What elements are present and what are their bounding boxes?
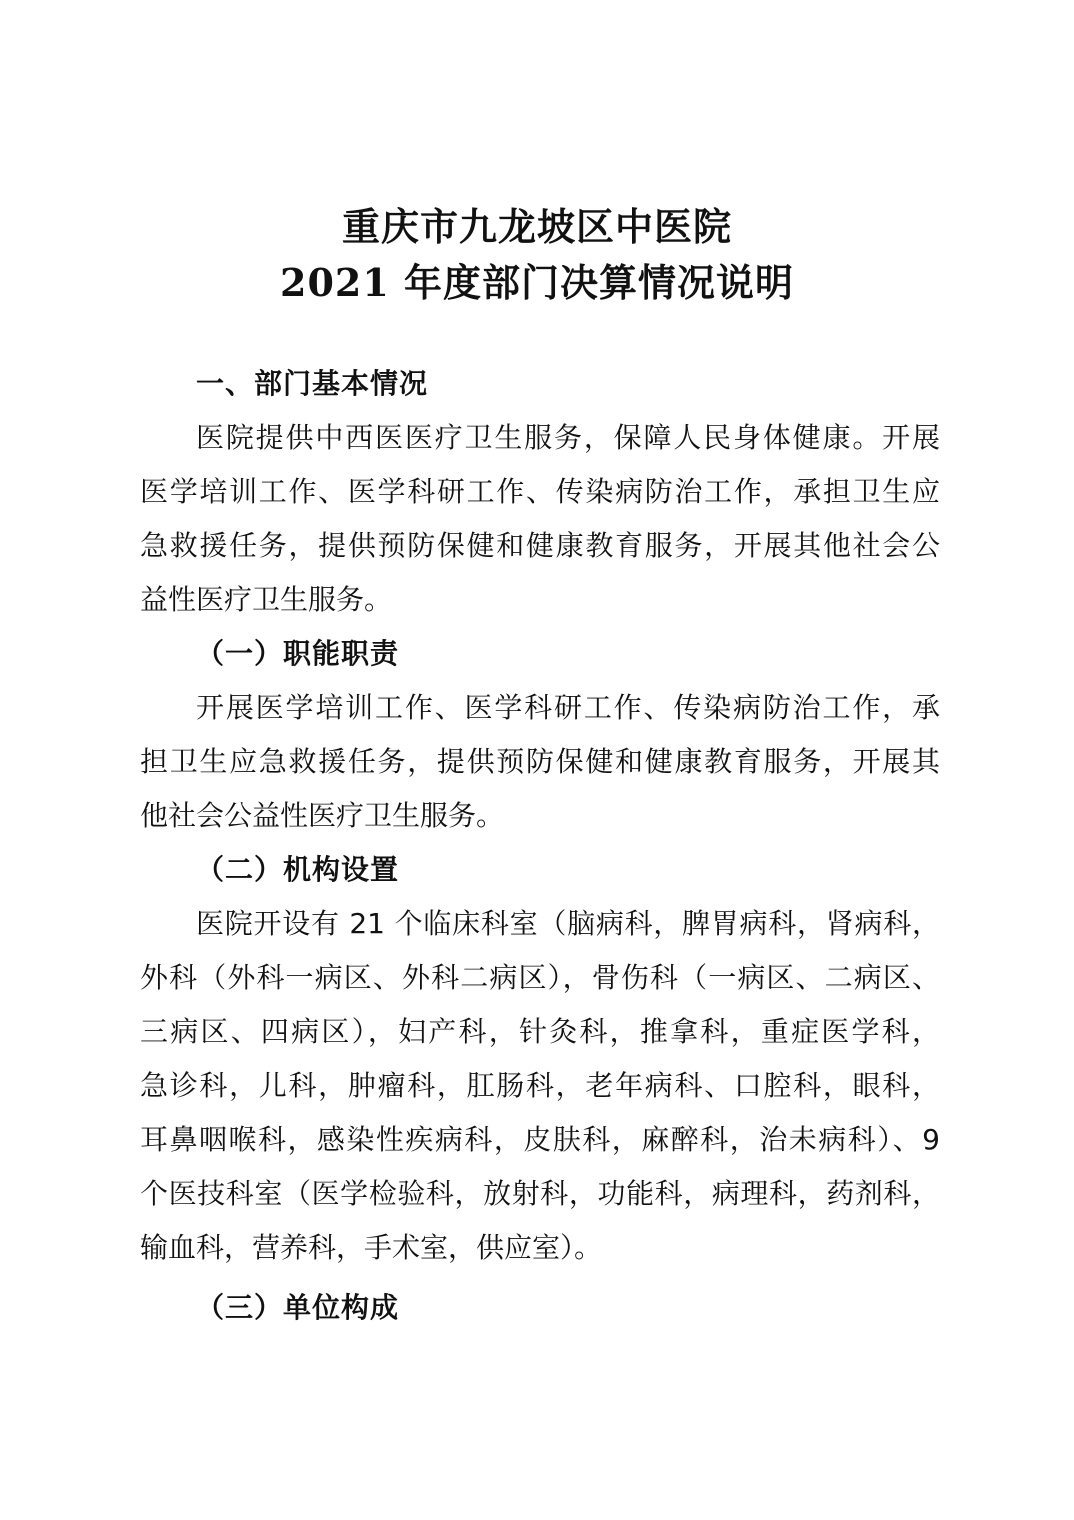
org-paragraph-line: 输血科，营养科，手术室，供应室）。 — [140, 1231, 603, 1264]
document-title-line-2: 2021 年度部门决算情况说明 — [280, 260, 794, 305]
intro-paragraph-line: 医院提供中西医医疗卫生服务，保障人民身体健康。开展 — [196, 421, 940, 454]
org-paragraph-line: 外科（外科一病区、外科二病区），骨伤科（一病区、二病区、 — [140, 961, 940, 994]
document-title-line-1: 重庆市九龙坡区中医院 — [341, 204, 732, 249]
section-heading-basic-info: 一、部门基本情况 — [196, 367, 429, 400]
intro-paragraph-line: 医学培训工作、医学科研工作、传染病防治工作，承担卫生应 — [140, 475, 940, 508]
org-paragraph-line: 个医技科室（医学检验科，放射科，功能科，病理科，药剂科， — [140, 1177, 940, 1210]
duties-paragraph-line: 开展医学培训工作、医学科研工作、传染病防治工作，承 — [196, 691, 940, 724]
subheading-organization: （二）机构设置 — [196, 853, 400, 886]
org-paragraph-line: 三病区、四病区），妇产科，针灸科，推拿科，重症医学科， — [140, 1015, 940, 1048]
org-paragraph-line: 医院开设有 21 个临床科室（脑病科，脾胃病科，肾病科， — [196, 907, 940, 940]
org-paragraph-line: 耳鼻咽喉科，感染性疾病科，皮肤科，麻醉科，治未病科）、9 — [140, 1123, 940, 1156]
subheading-duties: （一）职能职责 — [196, 637, 400, 670]
subheading-unit-composition: （三）单位构成 — [196, 1291, 400, 1324]
duties-paragraph-line: 担卫生应急救援任务，提供预防保健和健康教育服务，开展其 — [140, 745, 940, 778]
duties-paragraph-line: 他社会公益性医疗卫生服务。 — [140, 799, 505, 832]
intro-paragraph-line: 急救援任务，提供预防保健和健康教育服务，开展其他社会公 — [140, 529, 940, 562]
org-paragraph-line: 急诊科，儿科，肿瘤科，肛肠科，老年病科、口腔科，眼科， — [140, 1069, 940, 1102]
intro-paragraph-line: 益性医疗卫生服务。 — [140, 583, 393, 616]
